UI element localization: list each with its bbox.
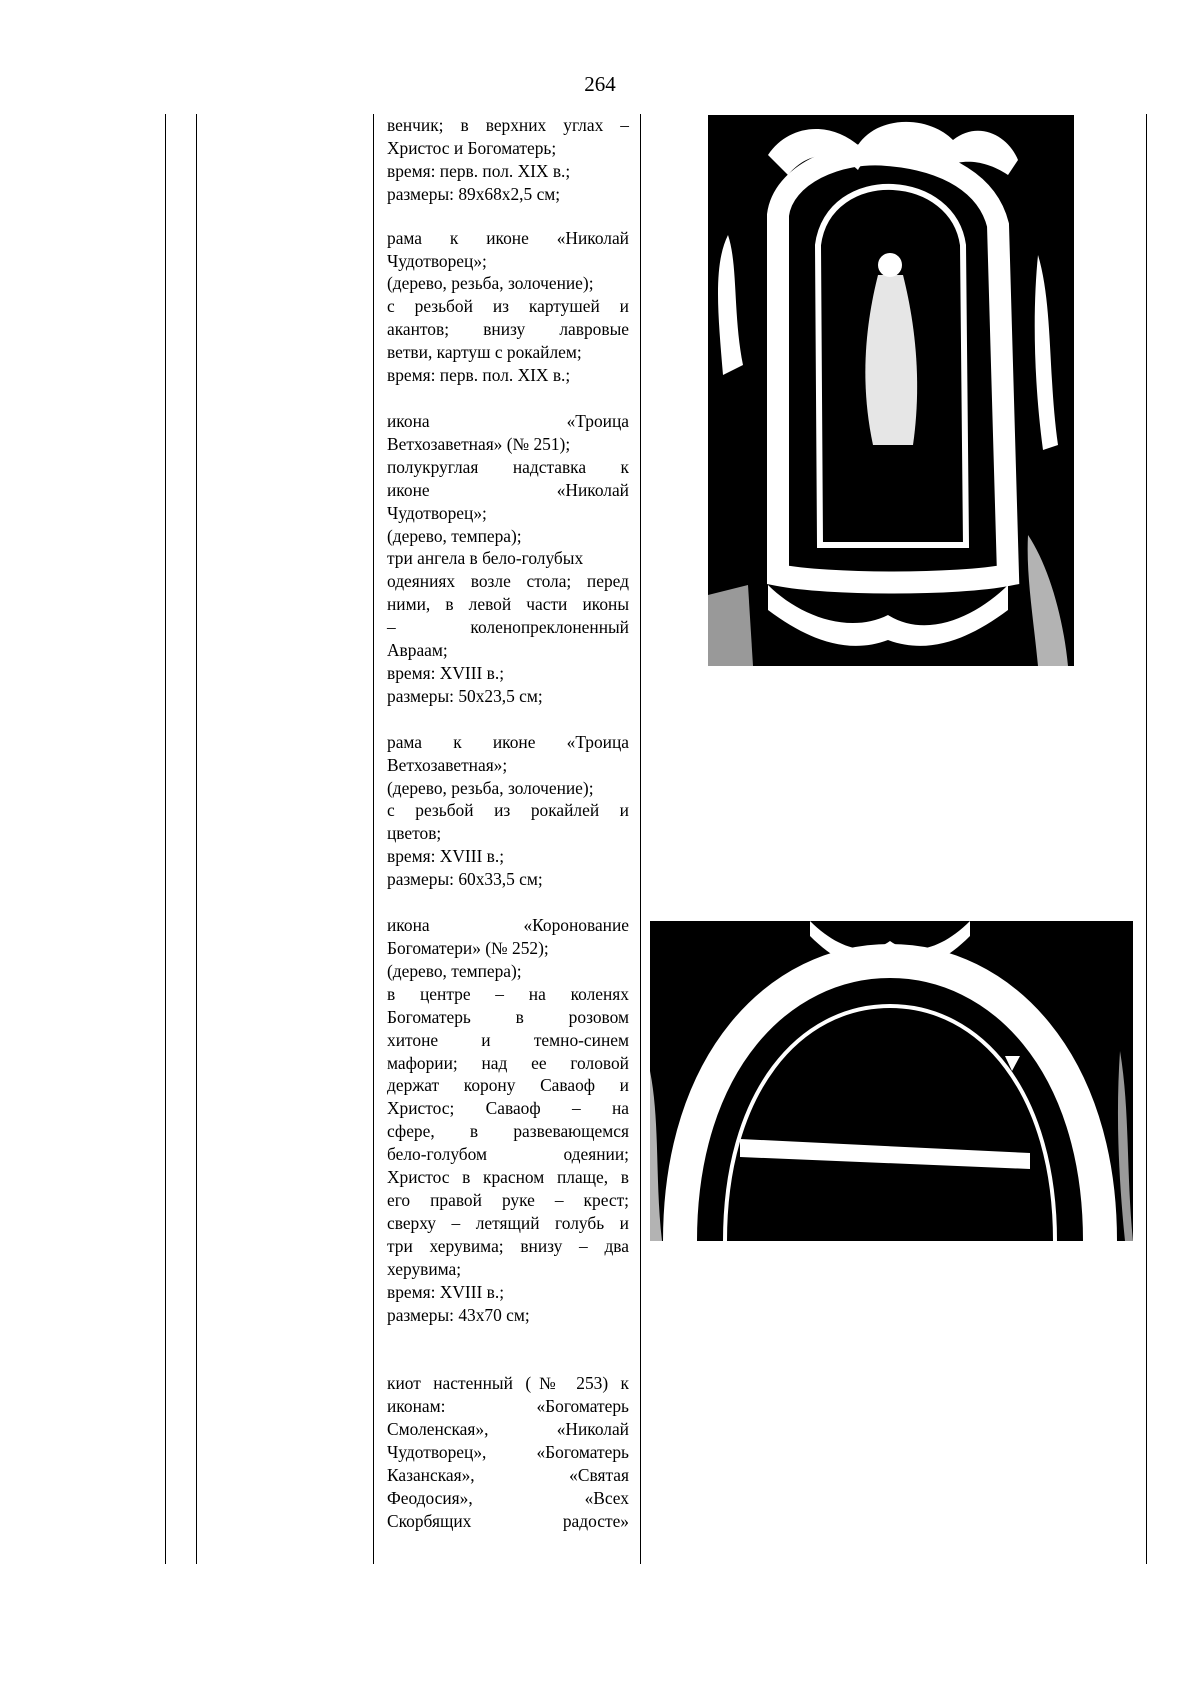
entry-line: размеры: 60х33,5 см; xyxy=(387,869,543,890)
entry-line: Смоленская», «Николай xyxy=(387,1419,629,1440)
table-rule xyxy=(165,114,166,1564)
entry-line: три ангела в бело-голубых xyxy=(387,548,584,569)
entry-line: херувима; xyxy=(387,1258,462,1279)
entry-line: Авраам; xyxy=(387,640,448,661)
entry-line: держат корону Саваоф и xyxy=(387,1075,629,1096)
entry-line: размеры: 43х70 см; xyxy=(387,1304,530,1325)
entry-rama-nikolai xyxy=(387,227,629,387)
entry-line: полукруглая надставка к xyxy=(387,456,629,477)
entry-line: Скорбящих радосте» xyxy=(387,1510,629,1531)
entry-line: (дерево, темпера); xyxy=(387,525,522,546)
entry-line: Чудотворец»; xyxy=(387,250,487,271)
entry-line: (дерево, резьба, золочение); xyxy=(387,777,594,798)
entry-line: Феодосия», «Всех xyxy=(387,1487,629,1508)
entry-line: иконам: «Богоматерь xyxy=(387,1396,629,1417)
entry-line: время: перв. пол. XIX в.; xyxy=(387,365,571,386)
entry-line: киот настенный (№ 253) к xyxy=(387,1373,629,1394)
entry-line: Христос и Богоматерь; xyxy=(387,137,557,158)
entry-line: время: XVIII в.; xyxy=(387,662,505,683)
entry-line: Богоматерь в розовом xyxy=(387,1006,629,1027)
photo-icon-frame xyxy=(708,115,1074,666)
table-rule xyxy=(373,114,374,1564)
photo-arched-nadstavka xyxy=(650,921,1133,1241)
entry-line: иконе «Николай xyxy=(387,479,629,500)
entry-line: в центре – на коленях xyxy=(387,983,629,1004)
entry-line: размеры: 50х23,5 см; xyxy=(387,685,543,706)
entry-line: время: XVIII в.; xyxy=(387,846,505,867)
entry-line: рама к иконе «Николай xyxy=(387,227,629,248)
entry-line: икона «Троица xyxy=(387,410,629,431)
entry-line: с резьбой из картушей и xyxy=(387,296,629,317)
entry-line: Ветхозаветная»; xyxy=(387,754,508,775)
entry-line: сфере, в развевающемся xyxy=(387,1121,629,1142)
entry-ikona-troitsa xyxy=(387,410,629,708)
entry-line: три херувима; внизу – два xyxy=(387,1235,629,1256)
entry-line: хитоне и темно-синем xyxy=(387,1029,629,1050)
entry-line: Ветхозаветная» (№ 251); xyxy=(387,433,571,454)
entry-line: – коленопреклоненный xyxy=(387,617,629,638)
entry-ikona-koronovanie xyxy=(387,914,629,1326)
entry-line: время: XVIII в.; xyxy=(387,1281,505,1302)
entry-line: одеяниях возле стола; перед xyxy=(387,571,629,592)
entry-line: бело-голубом одеянии; xyxy=(387,1144,629,1165)
entry-line: ними, в левой части иконы xyxy=(387,594,629,615)
entry-line: Чудотворец», «Богоматерь xyxy=(387,1442,629,1463)
table-rule xyxy=(1146,114,1147,1564)
entry-line: его правой руке – крест; xyxy=(387,1189,629,1210)
page-number: 264 xyxy=(584,72,616,96)
entry-line: время: перв. пол. XIX в.; xyxy=(387,160,571,181)
table-rule xyxy=(640,114,641,1564)
entry-venchik xyxy=(387,114,629,206)
description-column xyxy=(387,114,629,1533)
entry-line: Богоматери» (№ 252); xyxy=(387,938,549,958)
entry-line: сверху – летящий голубь и xyxy=(387,1212,629,1233)
entry-line: (дерево, темпера); xyxy=(387,960,522,981)
entry-kiot-nastenny xyxy=(387,1372,629,1532)
entry-rama-troitsa xyxy=(387,731,629,891)
entry-line: (дерево, резьба, золочение); xyxy=(387,273,594,294)
entry-line: рама к иконе «Троица xyxy=(387,731,629,752)
entry-line: цветов; xyxy=(387,823,442,844)
entry-line: мафории; над ее головой xyxy=(387,1052,629,1073)
table-rule xyxy=(196,114,197,1564)
entry-line: Казанская», «Святая xyxy=(387,1465,629,1486)
entry-line: ветви, картуш с рокайлем; xyxy=(387,342,582,363)
entry-line: венчик; в верхних углах – xyxy=(387,115,629,135)
entry-line: Чудотворец»; xyxy=(387,502,487,523)
entry-line: с резьбой из рокайлей и xyxy=(387,800,629,821)
entry-line: Христос в красном плаще, в xyxy=(387,1167,629,1188)
entry-line: акантов; внизу лавровые xyxy=(387,319,629,340)
entry-line: Христос; Саваоф – на xyxy=(387,1098,629,1119)
entry-line: размеры: 89х68х2,5 см; xyxy=(387,183,561,204)
entry-line: икона «Коронование xyxy=(387,915,629,936)
